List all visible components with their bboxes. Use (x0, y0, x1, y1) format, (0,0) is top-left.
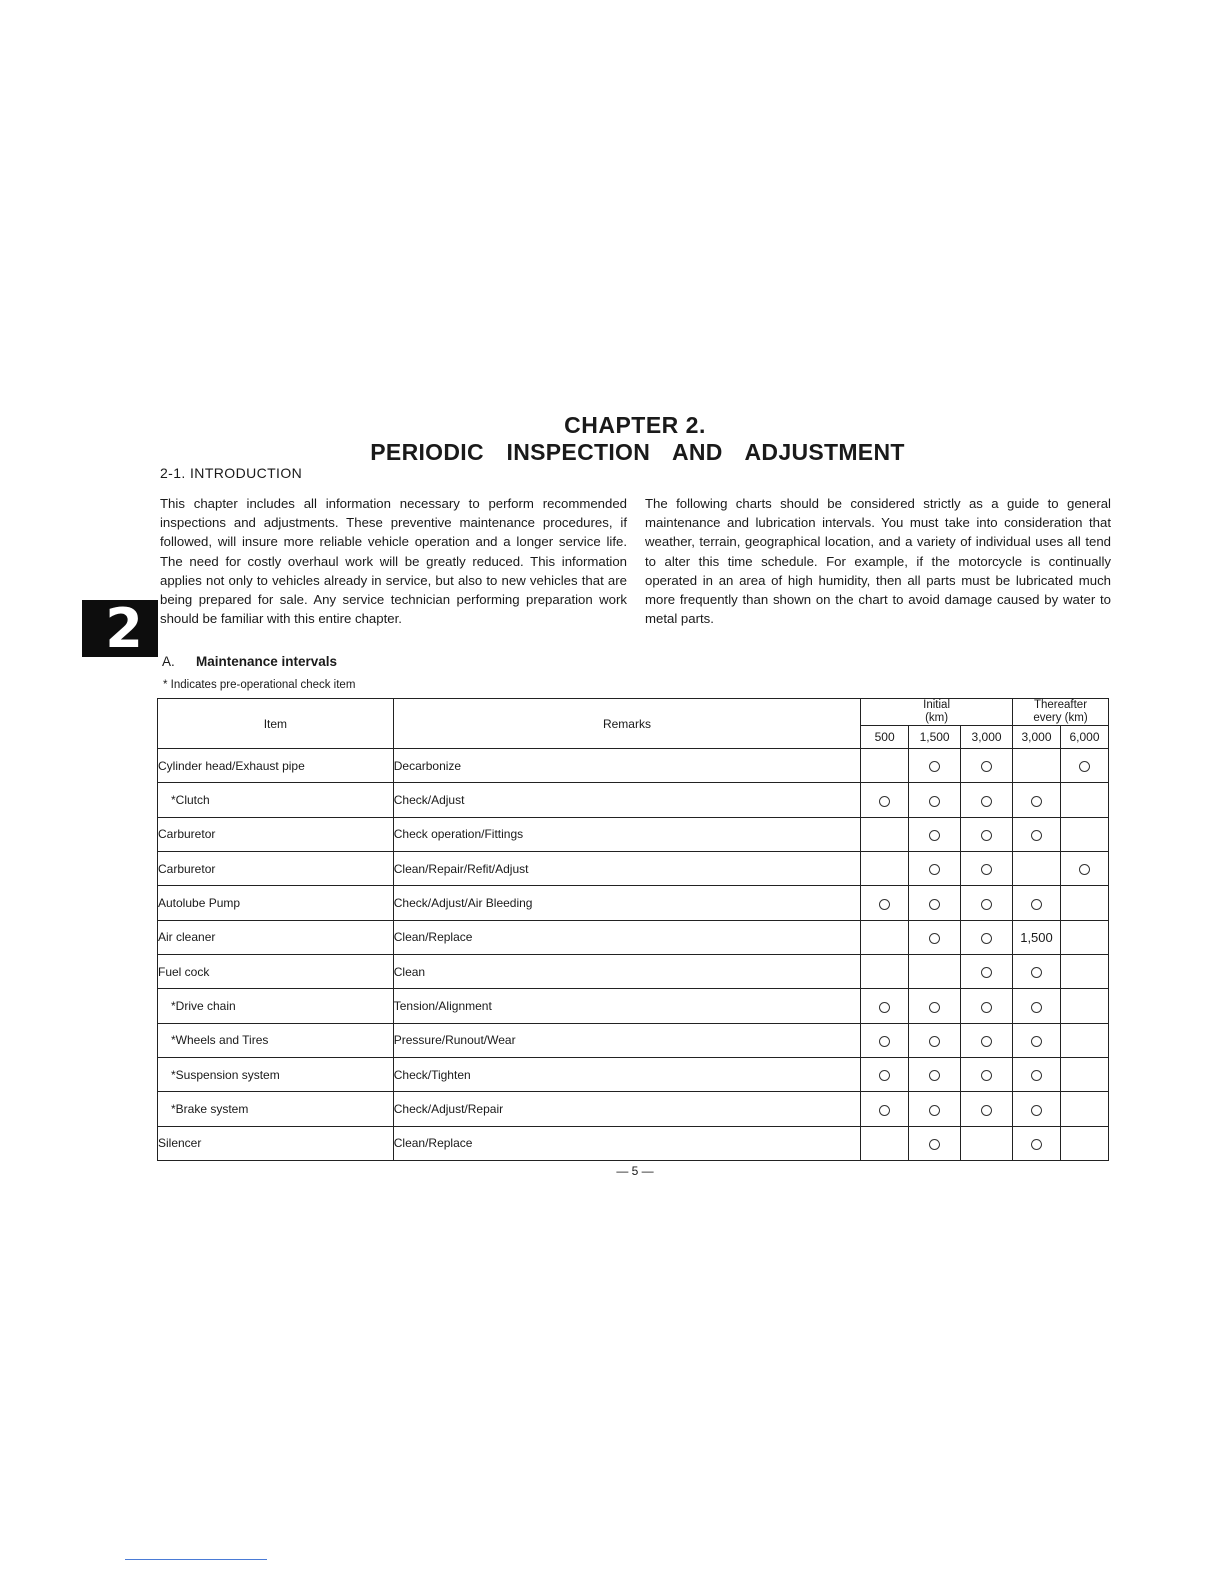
header-thereafter-label: Thereafter (1033, 699, 1088, 711)
intro-paragraph-left: This chapter includes all information necessary to perform recommended inspections and adjustments. These preventive maintenance procedures, if followed, will insure more reliable vehicle operation and a longer service life. The need for costly overhaul work will be greatly reduced. This information applies not only to vehicles already in service, but also to new vehicles that are being prepared for sale. Any service technician performing preparation work should be familiar with this entire chapter. (160, 496, 627, 627)
interval-cell (1060, 851, 1108, 885)
interval-cell (909, 783, 961, 817)
maintenance-intervals-table (157, 698, 1109, 1161)
interval-cell (909, 749, 961, 783)
check-circle-icon (929, 1139, 940, 1150)
interval-cell (861, 886, 909, 920)
interval-cell (961, 920, 1013, 954)
interval-cell (861, 1057, 909, 1091)
interval-cell (909, 817, 961, 851)
chapter-tab-marker: 2 (82, 600, 158, 657)
interval-cell (861, 1023, 909, 1057)
interval-cell (1013, 920, 1061, 954)
header-interval: 500 (861, 726, 909, 749)
interval-cell (961, 1023, 1013, 1057)
header-interval: 3,000 (1013, 726, 1061, 749)
interval-cell (909, 1023, 961, 1057)
check-circle-icon (879, 1105, 890, 1116)
row-remarks: Clean/Repair/Refit/Adjust (393, 851, 860, 885)
table-row (158, 783, 1109, 817)
row-remarks: Tension/Alignment (393, 989, 860, 1023)
interval-cell (909, 1092, 961, 1126)
interval-cell (861, 1126, 909, 1160)
interval-cell (909, 1057, 961, 1091)
blue-underline (125, 1559, 267, 1560)
subsection-heading (162, 654, 337, 669)
row-remarks: Check/Adjust (393, 783, 860, 817)
header-item: Item (158, 699, 394, 749)
table-row (158, 989, 1109, 1023)
row-item: *Suspension system (158, 1057, 394, 1091)
table-row (158, 851, 1109, 885)
check-circle-icon (929, 1002, 940, 1013)
interval-cell (1060, 749, 1108, 783)
header-interval: 1,500 (909, 726, 961, 749)
interval-cell (1013, 1126, 1061, 1160)
row-item: Silencer (158, 1126, 394, 1160)
check-circle-icon (981, 830, 992, 841)
check-circle-icon (929, 899, 940, 910)
row-item: Air cleaner (158, 920, 394, 954)
interval-cell (1060, 1057, 1108, 1091)
row-remarks: Clean/Replace (393, 1126, 860, 1160)
check-circle-icon (879, 796, 890, 807)
check-circle-icon (879, 899, 890, 910)
check-circle-icon (981, 1036, 992, 1047)
interval-cell (1013, 1023, 1061, 1057)
interval-cell (909, 920, 961, 954)
check-circle-icon (879, 1002, 890, 1013)
interval-cell (1060, 817, 1108, 851)
interval-cell (909, 851, 961, 885)
check-circle-icon (929, 796, 940, 807)
interval-cell (909, 1126, 961, 1160)
header-thereafter (1013, 699, 1109, 726)
interval-cell (861, 817, 909, 851)
header-initial-unit: (km) (925, 712, 949, 724)
interval-cell (961, 851, 1013, 885)
table-row (158, 954, 1109, 988)
table-row (158, 817, 1109, 851)
interval-cell (1060, 1023, 1108, 1057)
check-circle-icon (1031, 1139, 1042, 1150)
section-heading: 2-1. INTRODUCTION (160, 465, 303, 481)
check-circle-icon (981, 1105, 992, 1116)
interval-cell (1060, 989, 1108, 1023)
header-interval: 3,000 (961, 726, 1013, 749)
interval-cell (861, 851, 909, 885)
check-circle-icon (929, 933, 940, 944)
check-circle-icon (1031, 967, 1042, 978)
check-circle-icon (1079, 761, 1090, 772)
header-thereafter-unit: every (km) (1033, 712, 1088, 724)
interval-cell (909, 954, 961, 988)
interval-cell (961, 886, 1013, 920)
interval-cell (1060, 920, 1108, 954)
check-circle-icon (929, 761, 940, 772)
check-circle-icon (981, 1002, 992, 1013)
table-row (158, 920, 1109, 954)
table-row (158, 886, 1109, 920)
row-remarks: Check/Adjust/Repair (393, 1092, 860, 1126)
table-row (158, 1023, 1109, 1057)
row-remarks: Pressure/Runout/Wear (393, 1023, 860, 1057)
table-row (158, 1126, 1109, 1160)
interval-cell (861, 954, 909, 988)
table-row (158, 1057, 1109, 1091)
row-item: *Brake system (158, 1092, 394, 1126)
check-circle-icon (981, 933, 992, 944)
check-circle-icon (1031, 796, 1042, 807)
check-circle-icon (981, 796, 992, 807)
interval-cell (961, 783, 1013, 817)
interval-cell (961, 1057, 1013, 1091)
interval-cell (1060, 783, 1108, 817)
check-circle-icon (1031, 1002, 1042, 1013)
row-item: Autolube Pump (158, 886, 394, 920)
row-remarks: Check operation/Fittings (393, 817, 860, 851)
header-initial-label: Initial (923, 699, 951, 711)
check-circle-icon (981, 864, 992, 875)
page-number: — 5 — (616, 1164, 654, 1178)
interval-cell (961, 989, 1013, 1023)
interval-cell (1013, 749, 1061, 783)
interval-cell (909, 989, 961, 1023)
check-circle-icon (879, 1070, 890, 1081)
interval-cell (961, 1092, 1013, 1126)
interval-cell (861, 783, 909, 817)
interval-cell (961, 954, 1013, 988)
interval-cell (1013, 1057, 1061, 1091)
check-circle-icon (1079, 864, 1090, 875)
interval-cell (1060, 886, 1108, 920)
interval-cell (1060, 954, 1108, 988)
interval-cell (861, 1092, 909, 1126)
interval-cell (1013, 989, 1061, 1023)
pre-operational-note: * Indicates pre-operational check item (163, 679, 356, 691)
row-remarks: Check/Adjust/Air Bleeding (393, 886, 860, 920)
row-item: Carburetor (158, 851, 394, 885)
row-item: *Drive chain (158, 989, 394, 1023)
header-initial (861, 699, 1013, 726)
check-circle-icon (1031, 1036, 1042, 1047)
row-item: Cylinder head/Exhaust pipe (158, 749, 394, 783)
check-circle-icon (929, 1070, 940, 1081)
chapter-number: CHAPTER 2. (564, 412, 706, 438)
check-circle-icon (981, 1070, 992, 1081)
chapter-title: PERIODIC INSPECTION AND ADJUSTMENT (370, 439, 905, 465)
check-circle-icon (1031, 899, 1042, 910)
check-circle-icon (1031, 1070, 1042, 1081)
row-remarks: Clean/Replace (393, 920, 860, 954)
row-item: Carburetor (158, 817, 394, 851)
table-row (158, 749, 1109, 783)
check-circle-icon (1031, 1105, 1042, 1116)
subsection-letter: A. (162, 654, 175, 669)
row-item: Fuel cock (158, 954, 394, 988)
interval-value: 1,500 (1020, 929, 1053, 945)
header-remarks: Remarks (393, 699, 860, 749)
interval-cell (1013, 886, 1061, 920)
interval-cell (909, 886, 961, 920)
check-circle-icon (981, 899, 992, 910)
row-remarks: Clean (393, 954, 860, 988)
table-body (158, 749, 1109, 1161)
interval-cell (1060, 1126, 1108, 1160)
row-remarks: Decarbonize (393, 749, 860, 783)
interval-cell (861, 989, 909, 1023)
interval-cell (961, 749, 1013, 783)
interval-cell (861, 749, 909, 783)
interval-cell (1013, 1092, 1061, 1126)
interval-cell (1013, 817, 1061, 851)
check-circle-icon (929, 1036, 940, 1047)
check-circle-icon (929, 830, 940, 841)
table-row (158, 1092, 1109, 1126)
check-circle-icon (929, 1105, 940, 1116)
interval-cell (1013, 783, 1061, 817)
interval-cell (1013, 851, 1061, 885)
check-circle-icon (981, 761, 992, 772)
row-remarks: Check/Tighten (393, 1057, 860, 1091)
check-circle-icon (981, 967, 992, 978)
row-item: *Clutch (158, 783, 394, 817)
interval-cell (961, 1126, 1013, 1160)
intro-paragraph-right: The following charts should be considered strictly as a guide to general maintenance and lubrication intervals. You must take into consideration that weather, terrain, geographical location, and a variety of individual uses all tend to alter this time schedule. For example, if the motorcycle is continually operated in an area of high humidity, then all parts must be lubricated much more frequently than shown on the chart to avoid damage caused by water to metal parts. (645, 496, 1111, 627)
subsection-title: Maintenance intervals (196, 654, 338, 669)
interval-cell (961, 817, 1013, 851)
check-circle-icon (929, 864, 940, 875)
interval-cell (1013, 954, 1061, 988)
interval-cell (861, 920, 909, 954)
row-item: *Wheels and Tires (158, 1023, 394, 1057)
check-circle-icon (879, 1036, 890, 1047)
check-circle-icon (1031, 830, 1042, 841)
interval-cell (1060, 1092, 1108, 1126)
header-interval: 6,000 (1060, 726, 1108, 749)
